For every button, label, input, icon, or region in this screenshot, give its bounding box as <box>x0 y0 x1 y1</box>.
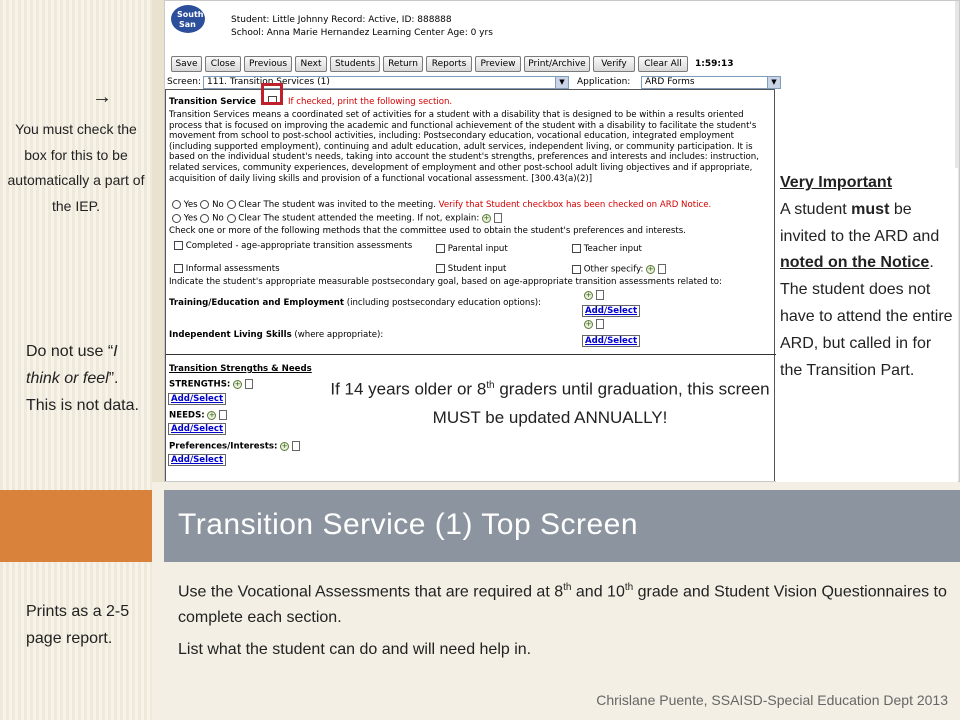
slide-title-bar <box>164 490 960 562</box>
body-paragraph-2: List what the student can do and will need help in. <box>178 641 532 659</box>
close-button[interactable]: Close <box>205 56 241 72</box>
title-accent-block <box>0 490 152 562</box>
invited-clear-radio[interactable] <box>227 200 236 209</box>
add-icon[interactable]: + <box>234 379 241 388</box>
document-icon[interactable] <box>494 213 502 223</box>
independent-note: (where appropriate): <box>294 330 384 340</box>
callout-part-2: graders until graduation, this screen MUST be updated ANNUALLY! <box>432 379 770 427</box>
application-label: Application: <box>577 77 631 87</box>
transition-hint: If checked, print the following section. <box>288 97 453 107</box>
attended-yes-label: Yes <box>183 213 198 224</box>
important-note <box>776 168 958 482</box>
informal-assessments-checkbox[interactable] <box>174 264 183 273</box>
session-timer: 1:59:13 <box>695 59 734 69</box>
application-select[interactable] <box>641 76 781 89</box>
important-heading: Very Important <box>780 174 893 191</box>
note-text-c: . The student does not have to attend the entire ARD, but called in for the Transition Part. <box>780 254 953 379</box>
add-icon[interactable]: + <box>585 319 592 328</box>
parental-input-checkbox[interactable] <box>436 244 445 253</box>
needs-label: NEEDS: <box>169 410 205 421</box>
invited-yes-radio[interactable] <box>172 200 181 209</box>
reports-button[interactable]: Reports <box>426 56 472 72</box>
add-icon[interactable]: + <box>585 290 592 299</box>
attended-clear-label: Clear <box>238 213 261 224</box>
invited-yes-label: Yes <box>183 200 198 210</box>
svg-text:San: San <box>179 20 196 29</box>
screen-select[interactable] <box>203 76 569 89</box>
parental-input-label: Parental input <box>447 244 508 254</box>
section-divider <box>166 354 776 355</box>
preview-button[interactable]: Preview <box>475 56 521 72</box>
school-info: School: Anna Marie Hernandez Learning Center Age: 0 yrs <box>231 28 493 38</box>
callout-part-1: If 14 years older or 8 <box>330 379 487 399</box>
document-icon[interactable] <box>292 441 300 451</box>
think-note-b: ”. This is not data. <box>26 370 139 414</box>
think-note-em: I think or feel <box>26 343 118 387</box>
strengths-label: STRENGTHS: <box>169 379 231 390</box>
prints-note: Prints as a 2-5 page report. <box>26 603 130 647</box>
previous-button[interactable]: Previous <box>244 56 292 72</box>
attended-clear-radio[interactable] <box>227 214 236 223</box>
title-gap <box>152 490 164 562</box>
print-archive-button[interactable]: Print/Archive <box>524 56 590 72</box>
note-noted: noted on the Notice <box>780 254 930 272</box>
annual-update-callout <box>330 372 770 432</box>
slide-body <box>178 575 948 669</box>
attended-no-radio[interactable] <box>200 214 209 223</box>
invited-clear-label: Clear <box>238 200 261 210</box>
training-add-select-button[interactable]: Add/Select <box>582 305 640 317</box>
body1-a: Use the Vocational Assessments that are required at 8 <box>178 583 564 601</box>
body1-c: grade and Student Vision Questionnaires to complete each section. <box>178 583 947 627</box>
student-input-checkbox[interactable] <box>436 264 445 273</box>
svg-text:South: South <box>177 10 204 19</box>
screen-select-value: 111. Transition Services (1) <box>207 77 330 87</box>
transition-service-label: Transition Service <box>169 97 256 107</box>
screen-label: Screen: <box>167 77 201 87</box>
student-input-label: Student input <box>447 264 507 274</box>
body1-b: and 10 <box>571 583 625 601</box>
training-label: Training/Education and Employment <box>169 298 344 308</box>
teacher-input-checkbox[interactable] <box>572 244 581 253</box>
informal-assessments-label: Informal assessments <box>185 264 280 274</box>
clear-all-button[interactable]: Clear All <box>638 56 688 72</box>
save-button[interactable]: Save <box>171 56 202 72</box>
other-specify-label: Other specify: <box>583 264 644 275</box>
transition-description: Transition Services means a coordinated set of activities for a student with a disability that is designed to be within a results oriented process that is focused on improving the academic and functional achievement of the student with a disability to facilitate the student's movement from school to post-school activities, including: Postsecondary education, vocational education, integrated employment (including supported employment), continuing and adult education, adult services, independent living, or community participation. It is based on the individual student's needs, taking into account the student's strengths, preferences and interests and includes: instruction, related services, community experiences, development of employment and other post-school adult living objectives and if appropriate, acquisition of daily living skills and provision of a functional vocational assessment. [300.43(a)(2)] <box>169 110 759 184</box>
add-icon[interactable]: + <box>281 441 288 450</box>
attended-no-label: No <box>212 213 224 224</box>
attended-text: The student attended the meeting. If not, explain: <box>263 213 480 224</box>
callout-sup: th <box>486 380 495 391</box>
slide-title: Transition Service (1) Top Screen <box>178 508 639 541</box>
completed-assessments-label: Completed - age-appropriate transition assessments <box>185 241 413 251</box>
document-icon[interactable] <box>658 264 666 274</box>
teacher-input-label: Teacher input <box>583 244 642 254</box>
body-paragraph-1 <box>178 575 948 631</box>
return-button[interactable]: Return <box>383 56 423 72</box>
note-text-a: A student <box>780 200 852 218</box>
body1-sup2: th <box>624 582 634 593</box>
checkbox-highlight <box>261 83 283 105</box>
chevron-down-icon: ▼ <box>767 77 780 88</box>
body1-sup1: th <box>563 582 572 593</box>
think-note-a: Do not use “ <box>26 343 114 360</box>
attended-yes-radio[interactable] <box>172 214 181 223</box>
divider <box>152 0 164 482</box>
verify-button[interactable]: Verify <box>593 56 635 72</box>
needs-add-select-button[interactable]: Add/Select <box>168 423 226 435</box>
training-note: (including postsecondary education options): <box>346 298 542 308</box>
document-icon[interactable] <box>245 379 253 389</box>
independent-label: Independent Living Skills <box>169 330 292 340</box>
students-button[interactable]: Students <box>330 56 380 72</box>
add-icon[interactable]: + <box>209 410 215 419</box>
footer-credit: Chrislane Puente, SSAISD-Special Education Dept 2013 <box>596 692 948 708</box>
student-info: Student: Little Johnny Record: Active, ID: 888888 <box>231 15 452 25</box>
preferences-add-select-button[interactable]: Add/Select <box>168 454 226 466</box>
document-icon[interactable] <box>596 319 604 329</box>
invited-no-label: No <box>212 200 224 210</box>
chevron-down-icon: ▼ <box>555 77 568 88</box>
note-text-b: be invited to the ARD and <box>780 200 940 245</box>
preferences-label: Preferences/Interests: <box>169 441 278 452</box>
application-select-value: ARD Forms <box>645 77 695 87</box>
add-icon[interactable]: + <box>647 264 654 273</box>
goals-intro: Indicate the student's appropriate measurable postsecondary goal, based on age-appropriate transition assessments related to: <box>169 277 722 287</box>
document-icon[interactable] <box>596 290 604 300</box>
invited-no-radio[interactable] <box>200 200 209 209</box>
next-button[interactable]: Next <box>295 56 327 72</box>
checkbox-note: You must check the box for this to be automatically a part of the IEP. <box>7 121 145 214</box>
document-icon[interactable] <box>219 410 227 420</box>
strengths-add-select-button[interactable]: Add/Select <box>168 393 226 405</box>
invited-warning: Verify that Student checkbox has been checked on ARD Notice. <box>438 200 712 210</box>
methods-intro: Check one or more of the following methods that the committee used to obtain the student's preferences and interests. <box>169 226 686 236</box>
completed-assessments-checkbox[interactable] <box>174 241 183 250</box>
strengths-header: Transition Strengths & Needs <box>169 364 312 374</box>
south-san-logo <box>169 3 207 35</box>
independent-add-select-button[interactable]: Add/Select <box>582 335 640 347</box>
think-feel-note <box>26 338 150 419</box>
note-must: must <box>851 200 890 218</box>
add-icon[interactable]: + <box>483 213 490 222</box>
other-specify-checkbox[interactable] <box>572 265 581 274</box>
invited-text: The student was invited to the meeting. <box>263 200 436 210</box>
arrow-right-icon: → <box>92 86 112 108</box>
